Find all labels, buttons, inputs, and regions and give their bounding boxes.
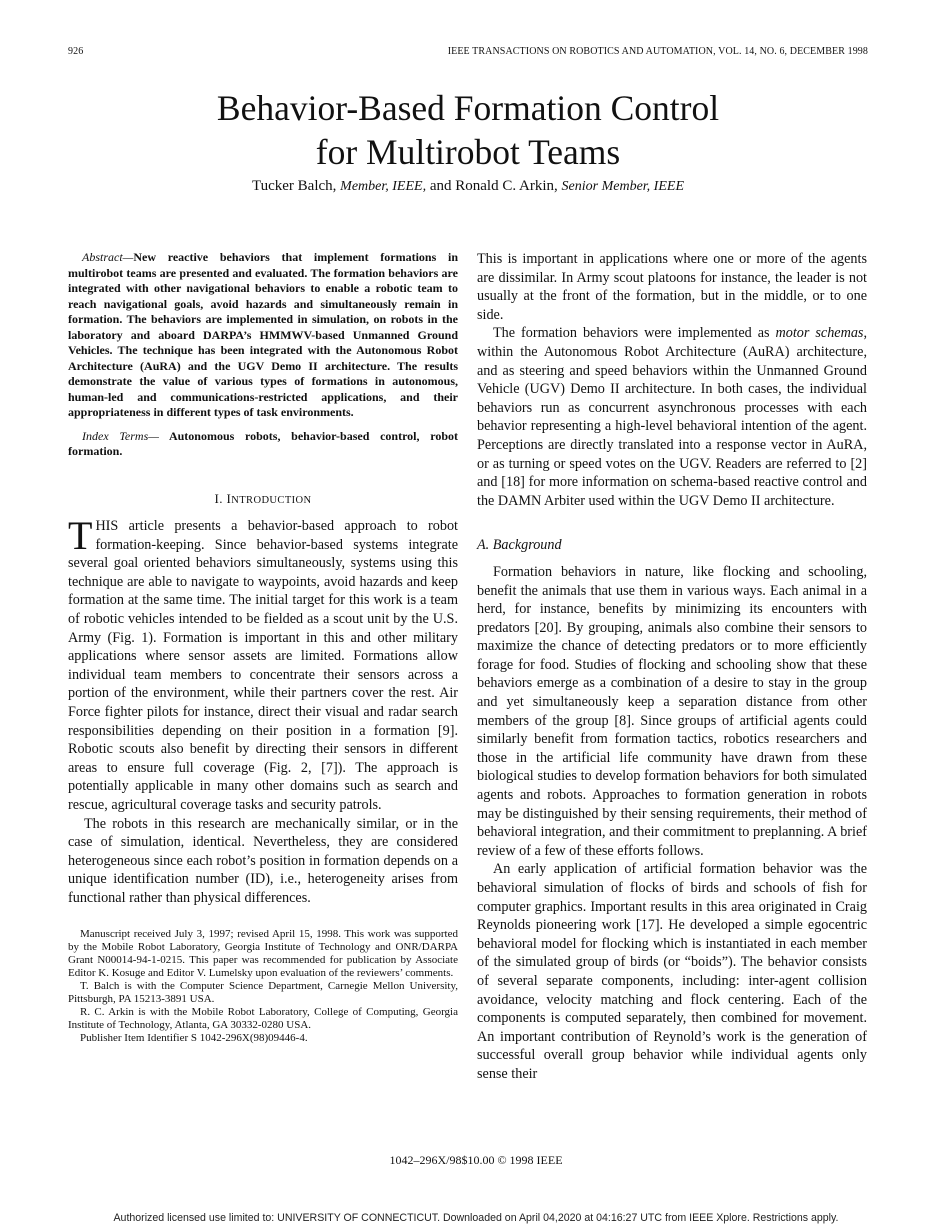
intro-paragraph-1-text: HIS article presents a behavior-based approach to robot formation-keeping. Since behavior-based systems integrate several goal oriented behaviors simultaneously, systems using this technique are able to navigate to waypoints, avoid hazards and keep formation at the same time. The initial target for this work is a team of robotic vehicles intended to be fielded as a scout unit by the U.S. Army (Fig. 1). Formation is important in this and other military applications where sensor assets are limited. Formations allow individual team members to concentrate their sensors across a portion of the environment, while their partners cover the rest. Air Force fighter pilots for instance, direct their visual and radar search responsibilities depending on their position in a formation [9]. Robotic scouts also benefit by directing their sensors in different areas to ensure full coverage (Fig. 2, [7]). The approach is potentially applicable in many other domains such as search and rescue, agricultural coverage tasks and security patrols. [68,518,458,813]
abstract [68,250,458,421]
motor-schemas-term: motor schemas [775,325,864,342]
intro-paragraph-1 [68,513,458,815]
journal-info: IEEE TRANSACTIONS ON ROBOTICS AND AUTOMATION, VOL. 14, NO. 6, DECEMBER 1998 [447,46,868,57]
license-notice: Authorized licensed use limited to: UNIVERSITY OF CONNECTICUT. Downloaded on April 04,2020 at 04:16:27 UTC from IEEE Xplore. Restrictions apply. [113,1212,839,1224]
index-terms-label: Index Terms— [82,428,159,443]
index-terms-text: Autonomous robots, behavior-based control, robot formation. [68,428,458,458]
section-heading-first: I [226,490,232,506]
footnotes [68,928,458,1045]
section-heading-introduction [68,490,458,511]
author-1-role: Member, IEEE, [340,179,427,194]
footnote-publisher-id: Publisher Item Identifier S 1042-296X(98)09446-4. [80,1031,308,1044]
footnote-balch: T. Balch is with the Computer Science Department, Carnegie Mellon University, Pittsburgh, PA 15213-3891 USA. [68,979,458,1005]
subsection-heading-background: A. Background [477,537,562,554]
author-1-name: Tucker Balch, [251,178,337,194]
paper-title [68,86,868,174]
author-2-name: Ronald C. Arkin, [455,178,558,194]
right-paragraph-1: This is important in applications where one or more of the agents are dissimilar. In Army scout platoons for instance, the leader is not usually at the front of the formation, but in the middle, or to one side. [477,251,867,323]
page-number: 926 [68,46,84,57]
footnote-manuscript: Manuscript received July 3, 1997; revised April 15, 1998. This work was supported by the Mobile Robot Laboratory, Georgia Institute of Technology and ONR/DARPA Grant N00014-94-1-0215. This paper was recommended for publication by Associate Editor K. Kosuge and Editor V. Lumelsky upon evaluation of the reviewers’ comments. [68,927,458,979]
author-conjunction: and [429,178,452,194]
intro-paragraph-2: The robots in this research are mechanically similar, or in the case of simulation, identical. Nevertheless, they are considered heterogeneous since each robot’s position in formation depends on a unique identification number (ID), i.e., heterogeneity arises from functional rather than physical differences. [68,815,458,906]
drop-cap: T [68,513,93,559]
index-terms [68,429,458,460]
right-paragraph-2 [477,324,867,510]
abstract-text: New reactive behaviors that implement formations in multirobot teams are presented and evaluated. The formation behaviors are integrated with other navigational behaviors to enable a robotic team to reach navigational goals, avoid hazards and simultaneously remain in formation. The behaviors are implemented in simulation, on robots in the laboratory and aboard DARPA’s HMMWV-based Unmanned Ground Vehicles. The technique has been integrated with the Autonomous Robot Architecture (AuRA) and the UGV Demo II architecture. The results demonstrate the value of various types of formations in autonomous, human-led and communications-restricted applications, and their appropriateness in different types of task environments. [68,250,458,419]
section-numeral: I. [214,490,227,506]
copyright-line: 1042–296X/98$10.00 © 1998 IEEE [389,1153,563,1167]
running-header [68,46,868,62]
footnote-arkin: R. C. Arkin is with the Mobile Robot Laboratory, College of Computing, Georgia Institute of Technology, Atlanta, GA 30332-0280 USA. [68,1005,458,1031]
left-column [68,250,458,1045]
right-paragraph-2-start: The formation behaviors were implemented as [493,325,776,342]
title-line-2: for Multirobot Teams [315,132,621,172]
right-column [477,250,867,1084]
abstract-label: Abstract— [82,250,134,264]
section-heading-rest: NTRODUCTION [231,494,312,506]
title-line-1: Behavior-Based Formation Control [216,88,720,128]
background-paragraph-2: An early application of artificial formation behavior was the behavioral simulation of flocks of birds and schools of fish for computer graphics. Important results in this area originated in Craig Reynolds pioneering work [17]. He developed a simple egocentric behavioral model for flocking which is instantiated in each member of the simulated group of birds (or “boids”). The behavior consists of several separate components, including: inter-agent collision avoidance, velocity matching and flock centering. Each of the components is computed separately, then combined for movement. An important contribution of Reynold’s work is the generation of successful overall group behavior while individual agents only sense their [477,861,867,1082]
background-paragraph-1: Formation behaviors in nature, like flocking and schooling, benefit the animals that use them in various ways. Each animal in a herd, for instance, benefits by minimizing its encounters with predators [20]. By grouping, animals also combine their sensors to maximize the chance of detecting predators or to more efficiently forage for food. Studies of flocking and schooling show that these behaviors emerge as a combination of a desire to stay in the group and yet simultaneously keep a separation distance from other members of the group [8]. Since groups of artificial agents could similarly benefit from formation tactics, robotics researchers and those in the artificial life community have drawn from these biological studies to develop formation behaviors for both simulated agents and robots. Approaches to formation generation in robots may be distinguished by their sensing requirements, their method of behavioral integration, and their commitment to preplanning. A brief review of a few of these efforts follows. [477,563,867,859]
author-2-role: Senior Member, IEEE [561,179,684,194]
right-paragraph-2-end: , within the Autonomous Robot Architecture (AuRA) architecture, and as steering and speed behaviors within the Unmanned Ground Vehicle (UGV) Demo II architecture. In both cases, the individual behaviors run as concurrent asynchronous processes with each behavior representing a high-level behavioral intention of the agent. Perceptions are directly translated into a response vector in AuRA, or as turning or speed votes on the UGV. Readers are referred to [2] and [18] for more information on schema-based reactive control and the DAMN Arbiter used within the UGV Demo II architecture. [477,325,867,509]
author-line [68,178,868,195]
